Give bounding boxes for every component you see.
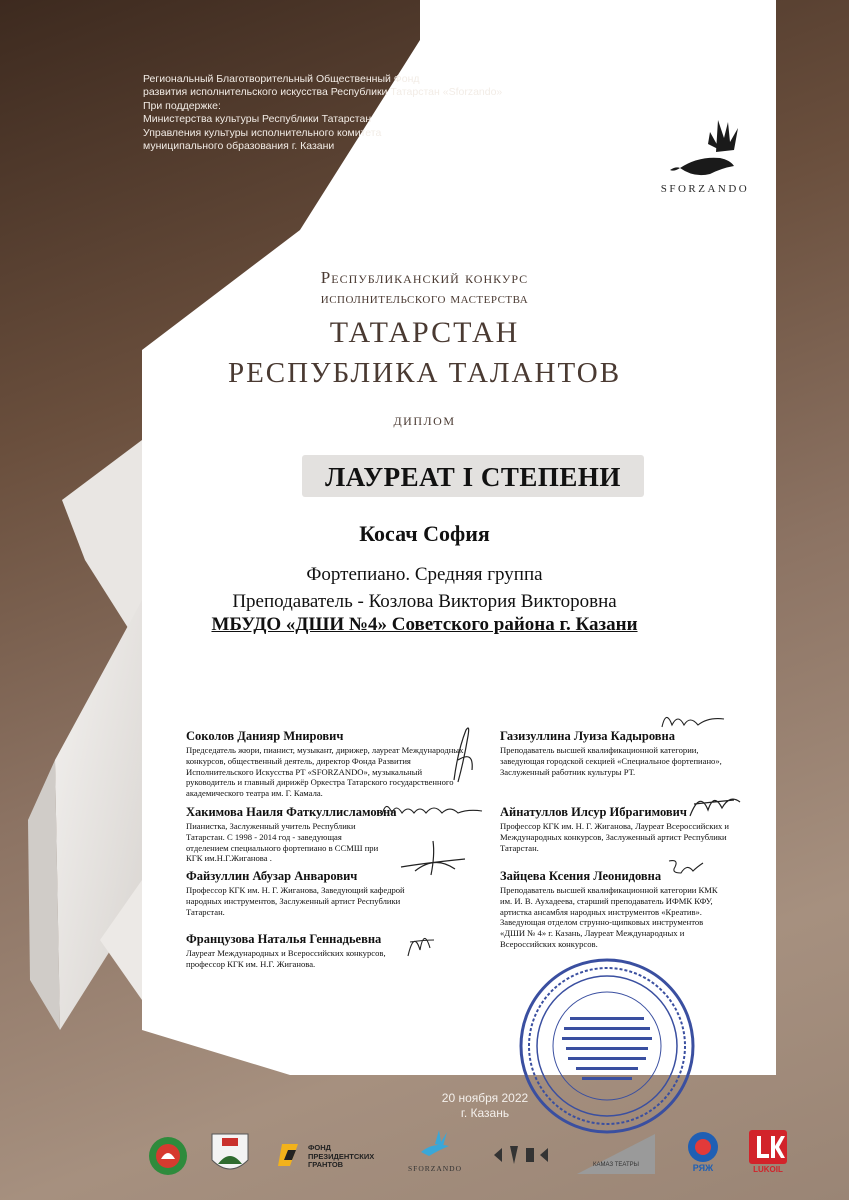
sforzando-footer-text: SFORZANDO [407, 1164, 462, 1173]
contest-title-1: ТАТАРСТАН [329, 316, 520, 349]
jury-name: Газизуллина Луиза Кадыровна [500, 729, 676, 743]
header-line: Министерства культуры Республики Татарстан [143, 113, 372, 126]
jury-description: Пианистка, Заслуженный учитель Республики Татарстан. С 1998 - 2014 год - заведующая отделением специального фортепиано в ССМШ при КГК им.Н.Г.Жиганова . [186, 821, 379, 864]
jury-name: Соколов Данияр Мнирович [186, 729, 344, 743]
jury-description: Профессор КГК им. Н. Г. Жиганова, Лауреат Всероссийских и Международных конкурсов, Заслуженный артист Республики Татарстан. [500, 821, 730, 853]
signature-gazizullina [658, 705, 728, 735]
rgk-logo [680, 1130, 726, 1178]
jury-description: Преподаватель высшей квалификационной категории, заведующая городской секцией «Специальное фортепиано», Заслуженный работник культуры РТ. [500, 745, 722, 777]
award-degree: ЛАУРЕАТ I СТЕПЕНИ [302, 455, 644, 497]
theater-ornament-logo [490, 1140, 550, 1170]
header-line: При поддержке: [143, 99, 221, 112]
nomination: Фортепиано. Средняя группа [306, 564, 543, 585]
jury-member [186, 805, 397, 864]
header-text [143, 73, 663, 153]
jury-member [500, 729, 725, 777]
rgk-text: РЯЖ [692, 1163, 714, 1173]
jury-name: Файзуллин Абузар Анварович [186, 869, 358, 883]
contest-subtitle: исполнительского мастерства [320, 290, 529, 307]
header-line: муниципального образования г. Казани [143, 140, 335, 153]
tatarstan-emblem-logo [147, 1135, 189, 1177]
signature-ainatullov [684, 784, 744, 824]
teacher: Преподаватель - Козлова Виктория Викторовна [232, 591, 617, 612]
signature-zaitseva [665, 855, 705, 880]
jury-description: Председатель жюри, пианист, музыкант, дирижер, лауреат Международных конкурсов, общественный деятель, директор Фонда Развития Исполнительского Искусства РТ «SFORZANDO», музыкальный руководитель и главный дирижёр Оркестра Татарского государственного академического театра им. Г. Камала. [186, 745, 464, 799]
sforzando-wordmark: SFORZANDO [660, 183, 750, 195]
jury-member [186, 932, 411, 970]
fund-text-line: ГРАНТОВ [308, 1160, 344, 1169]
fund-text-line: ПРЕЗИДЕНТСКИХ [308, 1151, 375, 1161]
award-city: г. Казань [460, 1106, 510, 1120]
student-name: Косач София [359, 521, 490, 546]
jury-name: Французова Наталья Геннадьевна [186, 932, 382, 946]
lukoil-text: LUKOIL [753, 1165, 783, 1174]
theaters-shape [575, 1132, 657, 1176]
lukoil-logo [745, 1130, 791, 1178]
jury-member [500, 869, 725, 950]
signature-khakimova [378, 795, 488, 825]
contest-title-2: РЕСПУБЛИКА ТАЛАНТОВ [227, 357, 622, 389]
jury-description: Лауреат Международных и Всероссийских конкурсов, профессор КГК им. Н.Г. Жиганова. [186, 948, 386, 969]
header-line: Региональный Благотворительный Общественный Фонд [143, 73, 420, 85]
jury-member [186, 729, 464, 799]
theaters-text: КАМАЗ ТЕАТРЫ [593, 1162, 639, 1168]
header-line: Управления культуры исполнительного комитета [143, 126, 382, 139]
jury-name: Зайцева Ксения Леонидовна [500, 869, 662, 883]
jury-name: Айнатуллов Илсур Ибрагимович [500, 805, 687, 819]
theaters-logo [575, 1132, 657, 1176]
rgk-icon [680, 1130, 726, 1164]
contest-name: Республиканский конкурс [320, 268, 529, 287]
lukoil-icon [749, 1130, 787, 1164]
header-line: развития исполнительского искусства Республики Татарстан «Sforzando» [143, 86, 503, 99]
sforzando-footer-logo [402, 1128, 468, 1178]
jury-name: Хакимова Наиля Фаткуллисламовна [186, 805, 397, 819]
school: МБУДО «ДШИ №4» Советского района г. Казани [211, 614, 638, 635]
award-date: 20 ноября 2022 [441, 1091, 529, 1105]
diploma-label: диплом [393, 410, 456, 429]
signature-frantsuzova [400, 920, 440, 965]
jury-description: Профессор КГК им. Н. Г. Жиганова, Заведующий кафедрой народных инструментов, Заслуженный артист Республики Татарстан. [186, 885, 405, 917]
signature-sokolov [444, 720, 484, 790]
presidential-grants-fund-logo [276, 1140, 396, 1170]
grants-icon [276, 1142, 302, 1168]
jury-description: Преподаватель высшей квалификационной категории КМК им. И. В. Аухадеева, старший преподаватель ИФМК КФУ, артистка ансамбля народных инструментов «Креатив». Заведующая отделом струнно-щипковых инструментов «ДШИ № 4» г. Казань, Лауреат Международных и Всероссийских конкурсов. [500, 885, 718, 949]
kazan-coat-of-arms-logo [208, 1130, 252, 1178]
bird-icon [415, 1128, 455, 1160]
signature-faizullin [395, 835, 475, 880]
fund-text-line: ФОНД [308, 1143, 331, 1152]
